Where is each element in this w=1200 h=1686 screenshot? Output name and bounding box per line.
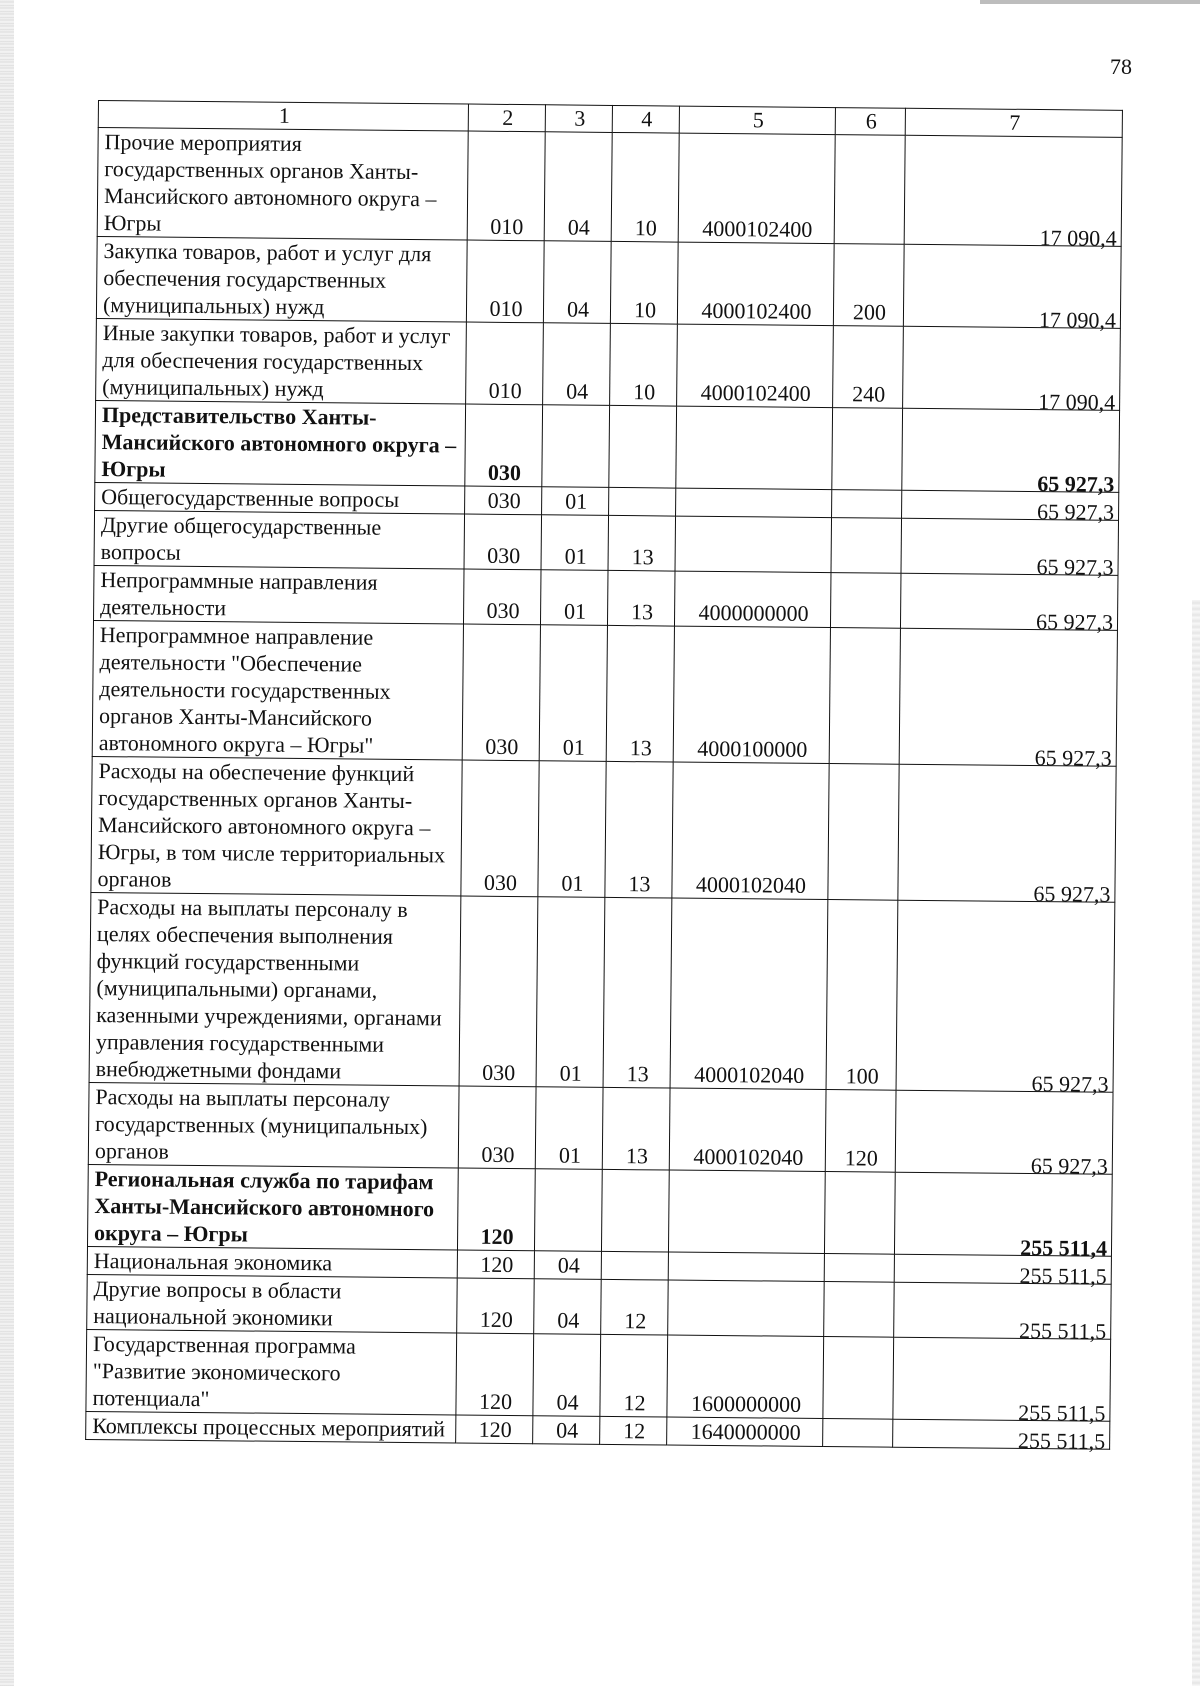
target-article-cell: 4000102040 <box>669 1088 826 1171</box>
amount-value: 65 927,3 <box>1031 1071 1109 1097</box>
table-row <box>94 565 1118 630</box>
subsection-code-cell: 12 <box>600 1416 667 1445</box>
subsection-code-cell: 13 <box>602 1087 670 1170</box>
ministry-code-cell: 030 <box>465 404 543 487</box>
ministry-code-cell: 030 <box>458 1086 536 1169</box>
section-code-cell: 01 <box>535 1087 603 1170</box>
header-cell: 6 <box>835 108 905 136</box>
expense-type-cell: 240 <box>833 326 904 409</box>
scan-edge-right <box>1192 600 1200 1686</box>
item-name-cell: Представительство Ханты-Мансийского автономного округа – Югры <box>95 400 466 486</box>
amount-value: 65 927,3 <box>1034 745 1112 771</box>
amount-cell <box>900 573 1118 635</box>
amount-cell <box>893 1419 1110 1454</box>
expense-type-cell <box>823 1337 894 1420</box>
amount-cell <box>893 1337 1111 1426</box>
subsection-code-cell: 13 <box>608 515 676 571</box>
subsection-code-cell: 10 <box>611 132 679 242</box>
amount-cell <box>902 408 1120 497</box>
expense-type-cell <box>824 1282 895 1338</box>
table-row <box>87 1274 1111 1339</box>
header-cell: 4 <box>612 105 679 133</box>
ministry-code-cell: 120 <box>456 1333 534 1416</box>
table-row <box>88 1082 1113 1174</box>
ministry-code-cell: 030 <box>462 624 540 761</box>
amount-value: 255 511,5 <box>1019 1262 1107 1289</box>
subsection-code-cell: 13 <box>603 897 672 1088</box>
amount-value: 65 927,3 <box>1030 1153 1108 1179</box>
subsection-code-cell: 10 <box>610 241 678 324</box>
section-code-cell: 04 <box>543 241 611 324</box>
amount-cell <box>896 900 1115 1097</box>
section-code-cell: 04 <box>544 132 612 242</box>
table-body <box>86 101 1123 1454</box>
amount-cell <box>901 518 1119 580</box>
subsection-code-cell: 13 <box>605 761 673 898</box>
section-code-cell: 01 <box>536 897 605 1088</box>
ministry-code-cell: 120 <box>457 1168 535 1251</box>
item-name-cell: Региональная служба по тарифам Ханты-Мансийского автономного округа – Югры <box>87 1164 458 1250</box>
ministry-code-cell: 010 <box>466 240 544 323</box>
ministry-code-cell: 120 <box>457 1278 535 1334</box>
amount-value: 255 511,5 <box>1017 1427 1106 1454</box>
header-cell: 1 <box>98 101 468 132</box>
item-name-cell: Иные закупки товаров, работ и услуг для обеспечения государственных (муниципальных) нужд <box>96 318 467 404</box>
amount-value: 255 511,5 <box>1018 1399 1106 1426</box>
target-article-cell <box>676 488 832 517</box>
item-name-cell: Непрограммное направление деятельности "Обеспечение деятельности государственных органов Ханты-Мансийского автономного округа – Югры" <box>92 620 463 760</box>
amount-cell <box>895 1090 1113 1179</box>
budget-sheet <box>85 100 1122 1454</box>
item-name-cell: Государственная программа "Развитие экономического потенциала" <box>86 1329 457 1415</box>
target-article-cell: 4000100000 <box>673 626 830 763</box>
amount-cell <box>904 135 1122 251</box>
amount-value: 17 090,4 <box>1039 225 1117 251</box>
subsection-code-cell: 12 <box>601 1279 669 1335</box>
amount-value: 65 927,3 <box>1037 471 1115 497</box>
ministry-code-cell: 010 <box>467 131 545 241</box>
amount-cell <box>894 1172 1112 1261</box>
table-row <box>89 892 1115 1092</box>
target-article-cell <box>668 1252 824 1281</box>
table-row <box>92 620 1117 766</box>
expense-type-cell: 100 <box>826 900 898 1091</box>
amount-value: 255 511,5 <box>1018 1317 1107 1344</box>
expense-type-cell <box>831 518 902 574</box>
expense-type-cell <box>829 628 900 765</box>
header-cell: 2 <box>468 104 545 132</box>
item-name-cell: Расходы на выплаты персоналу государственных (муниципальных) органов <box>88 1082 459 1168</box>
target-article-cell <box>668 1170 825 1253</box>
section-code-cell: 04 <box>543 323 611 406</box>
budget-table <box>85 100 1123 1454</box>
table-row <box>94 510 1118 575</box>
target-article-cell: 4000102040 <box>672 762 829 899</box>
expense-type-cell <box>823 1419 893 1448</box>
section-code-cell: 04 <box>534 1279 602 1335</box>
section-code-cell: 01 <box>541 515 609 571</box>
item-name-cell: Другие общегосударственные вопросы <box>94 510 465 569</box>
section-code-cell: 04 <box>533 1416 600 1445</box>
subsection-code-cell: 13 <box>606 625 674 762</box>
target-article-cell: 4000102040 <box>670 898 828 1089</box>
amount-cell <box>894 1282 1112 1344</box>
table-row <box>87 1164 1112 1256</box>
section-code-cell <box>534 1169 602 1252</box>
amount-cell <box>903 326 1121 415</box>
section-code-cell: 01 <box>540 570 608 626</box>
amount-cell <box>894 1254 1111 1289</box>
amount-value: 17 090,4 <box>1038 389 1116 415</box>
ministry-code-cell: 030 <box>463 569 541 625</box>
item-name-cell: Прочие мероприятия государственных органов Ханты-Мансийского автономного округа – Югры <box>97 128 468 241</box>
section-code-cell: 04 <box>534 1251 601 1280</box>
expense-type-cell: 200 <box>833 244 904 327</box>
table-row <box>96 236 1121 328</box>
ministry-code-cell: 030 <box>461 760 539 897</box>
table-row <box>86 1329 1111 1421</box>
item-name-cell: Общегосударственные вопросы <box>95 482 465 514</box>
ministry-code-cell: 120 <box>456 1415 533 1444</box>
item-name-cell: Комплексы процессных мероприятий <box>86 1411 456 1443</box>
ministry-code-cell: 010 <box>466 322 544 405</box>
amount-value: 65 927,3 <box>1035 609 1114 635</box>
scan-edge-left <box>0 0 14 1686</box>
page-number: 78 <box>1110 54 1132 79</box>
table-row <box>95 400 1120 492</box>
ministry-code-cell: 030 <box>465 486 542 515</box>
table-row <box>96 318 1121 410</box>
expense-type-cell: 120 <box>825 1090 896 1173</box>
amount-value: 65 927,3 <box>1033 881 1111 907</box>
amount-cell <box>898 764 1116 907</box>
amount-cell <box>902 490 1119 525</box>
subsection-code-cell <box>601 1251 668 1280</box>
target-article-cell <box>668 1280 825 1336</box>
expense-type-cell <box>828 764 899 901</box>
expense-type-cell <box>832 490 902 519</box>
expense-type-cell <box>834 135 905 245</box>
section-code-cell: 01 <box>538 761 606 898</box>
subsection-code-cell <box>601 1169 669 1252</box>
scan-edge-top <box>980 0 1200 4</box>
target-article-cell: 4000102400 <box>677 242 834 325</box>
target-article-cell <box>675 516 832 572</box>
target-article-cell: 4000102400 <box>678 133 835 243</box>
expense-type-cell <box>830 573 901 629</box>
table-row <box>97 128 1122 247</box>
amount-value: 65 927,3 <box>1036 499 1115 525</box>
item-name-cell: Закупка товаров, работ и услуг для обеспечения государственных (муниципальных) нужд <box>96 236 467 322</box>
ministry-code-cell: 030 <box>464 514 542 570</box>
subsection-code-cell: 10 <box>610 323 678 406</box>
expense-type-cell <box>832 408 903 491</box>
target-article-cell: 4000000000 <box>674 571 831 627</box>
section-code-cell: 01 <box>542 487 609 516</box>
amount-cell <box>903 244 1121 333</box>
ministry-code-cell: 120 <box>457 1250 534 1279</box>
target-article-cell <box>676 406 833 489</box>
item-name-cell: Расходы на обеспечение функций государственных органов Ханты-Мансийского автономного округа – Югры, в том числе территориальных органов <box>91 756 462 896</box>
header-cell: 7 <box>905 108 1122 137</box>
target-article-cell: 1640000000 <box>667 1417 823 1446</box>
item-name-cell: Другие вопросы в области национальной экономики <box>87 1274 458 1333</box>
subsection-code-cell: 12 <box>600 1334 668 1417</box>
amount-value: 17 090,4 <box>1038 307 1117 333</box>
expense-type-cell <box>824 1172 895 1255</box>
item-name-cell: Непрограммные направления деятельности <box>94 565 465 624</box>
header-cell: 5 <box>679 106 835 134</box>
item-name-cell: Расходы на выплаты персоналу в целях обеспечения выполнения функций государственными (муниципальными) органами, казенными учреждениями, органами управления государственными внебюджетными фондами <box>89 892 461 1086</box>
section-code-cell: 04 <box>533 1334 601 1417</box>
expense-type-cell <box>824 1254 894 1283</box>
header-cell: 3 <box>545 105 612 133</box>
amount-value: 65 927,3 <box>1036 554 1114 580</box>
amount-cell <box>899 628 1117 771</box>
subsection-code-cell: 13 <box>607 570 675 626</box>
target-article-cell: 1600000000 <box>667 1335 824 1418</box>
subsection-code-cell <box>609 405 677 488</box>
target-article-cell: 4000102400 <box>677 324 834 407</box>
table-row <box>91 756 1116 902</box>
amount-value: 255 511,4 <box>1020 1234 1108 1261</box>
ministry-code-cell: 030 <box>459 896 538 1087</box>
subsection-code-cell <box>609 487 676 516</box>
item-name-cell: Национальная экономика <box>87 1246 457 1278</box>
section-code-cell <box>542 405 610 488</box>
section-code-cell: 01 <box>539 625 607 762</box>
